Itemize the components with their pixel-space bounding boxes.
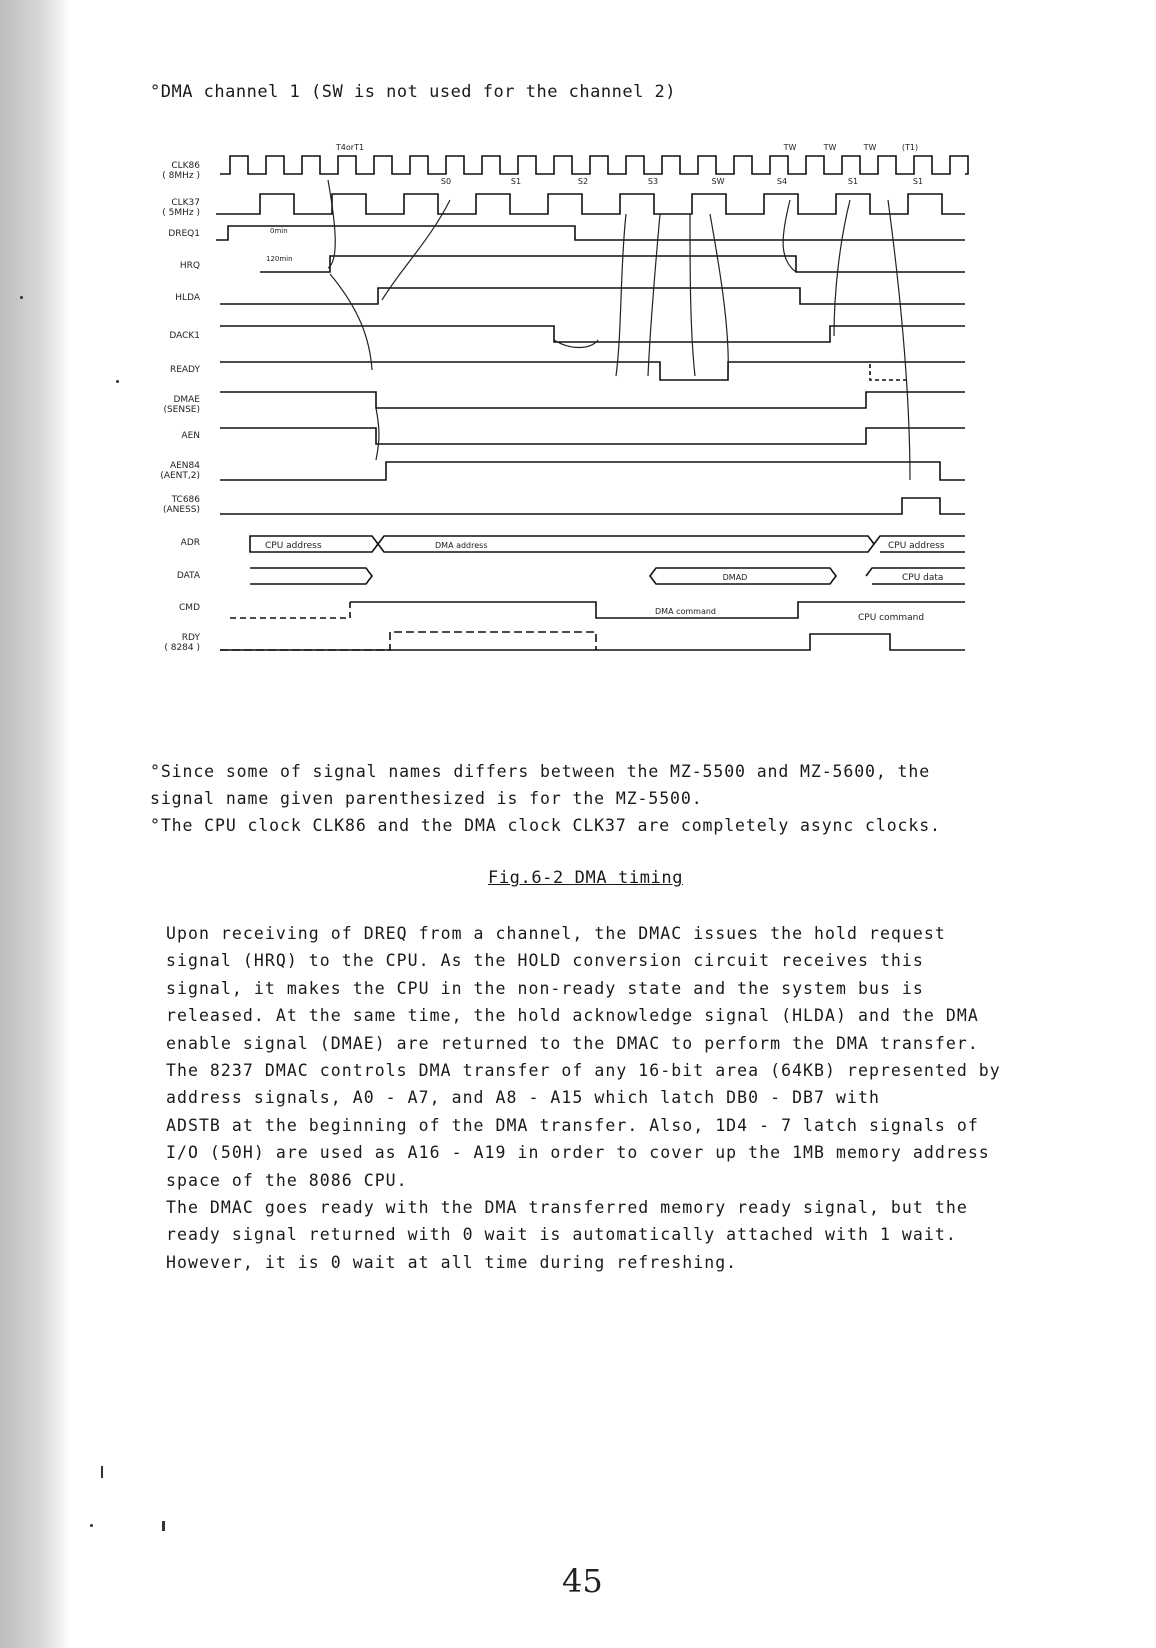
signal-sublabel-rdy: ( 8284 ) (164, 643, 200, 653)
wave-ready (220, 362, 965, 380)
scan-speck (90, 1524, 93, 1527)
signal-sublabel-clk86: ( 8MHz ) (162, 171, 200, 181)
state-label-top: TW (783, 143, 797, 152)
body-line: ready signal returned with 0 wait is automatically attached with 1 wait. (166, 1225, 957, 1245)
annotation-120min: 120min (266, 255, 293, 263)
scan-speck (101, 1466, 103, 1478)
signal-label-rdy: RDY (181, 633, 200, 643)
causal-arrow (328, 180, 335, 268)
state-label-top: TW (823, 143, 837, 152)
body-line: ADSTB at the beginning of the DMA transfer. Also, 1D4 - 7 latch signals of (166, 1115, 979, 1135)
causal-arrow (382, 200, 450, 300)
signal-label-aen84: AEN84 (169, 461, 200, 471)
figure-caption: Fig.6-2 DMA timing (488, 868, 684, 888)
state-label-dma: SW (711, 177, 725, 186)
signal-label-data: DATA (176, 571, 200, 581)
page-binding-shadow (0, 0, 70, 1648)
bus-data-cpu (250, 568, 372, 584)
body-line: The 8237 DMAC controls DMA transfer of any 16-bit area (64KB) represented by (166, 1061, 1001, 1081)
bus-label-cpu-data: CPU data (902, 573, 944, 583)
causal-arrow (330, 274, 372, 370)
wave-clk86 (220, 156, 968, 174)
bus-label-dma-address: DMA address (435, 541, 488, 550)
causal-arrow (648, 214, 660, 376)
causal-arrow (616, 214, 626, 376)
wave-dack1 (220, 326, 965, 342)
wave-ready-dashed (870, 364, 910, 380)
bus-label-cpu-address-end: CPU address (888, 541, 945, 551)
dma-timing-diagram (150, 140, 1020, 700)
signal-label-cmd: CMD (179, 603, 200, 613)
wave-aen84 (220, 462, 965, 480)
wave-dmae (220, 392, 965, 408)
note-line: °The CPU clock CLK86 and the DMA clock CLK37 are completely async clocks. (150, 816, 941, 835)
scan-speck (162, 1521, 165, 1531)
body-line: address signals, A0 - A7, and A8 - A15 which latch DB0 - DB7 with (166, 1088, 880, 1108)
body-line: The DMAC goes ready with the DMA transferred memory ready signal, but the (166, 1198, 968, 1218)
signal-label-adr: ADR (180, 538, 200, 548)
scan-speck (116, 380, 119, 383)
body-line: space of the 8086 CPU. (166, 1170, 408, 1190)
bus-label-cpu-address: CPU address (265, 541, 322, 551)
body-line: enable signal (DMAE) are returned to the DMAC to perform the DMA transfer. (166, 1033, 979, 1053)
wave-tc (220, 498, 965, 514)
wave-aen (220, 428, 965, 444)
signal-label-dack1: DACK1 (169, 331, 200, 341)
wave-hlda (220, 288, 965, 304)
body-line: signal (HRQ) to the CPU. As the HOLD conversion circuit receives this (166, 951, 924, 971)
state-label-dma: S0 (440, 177, 452, 186)
state-label-dma: S2 (577, 177, 589, 186)
wave-clk37 (216, 194, 965, 214)
body-line: However, it is 0 wait at all time during refreshing. (166, 1252, 738, 1272)
signal-label-ready: READY (169, 365, 200, 375)
causal-arrow (554, 340, 598, 348)
state-label-dma: S4 (776, 177, 788, 186)
signal-sublabel-tc: (ANESS) (162, 505, 200, 515)
wave-dreq1 (216, 226, 965, 240)
page-number: 45 (562, 1562, 603, 1600)
signal-label-clk37: CLK37 (171, 198, 200, 208)
signal-label-tc: TC686 (171, 495, 200, 505)
causal-arrow (783, 200, 796, 272)
causal-arrow (690, 214, 695, 376)
body-line: released. At the same time, the hold acknowledge signal (HLDA) and the DMA (166, 1006, 979, 1026)
note-line: °Since some of signal names differs between the MZ-5500 and MZ-5600, the (150, 762, 931, 781)
wave-hrq (260, 256, 965, 272)
annotation-min: 0min (270, 227, 288, 235)
signal-sublabel-dmae: (SENSE) (163, 405, 200, 415)
state-label-dma: S3 (647, 177, 659, 186)
state-label-top: TW (863, 143, 877, 152)
bus-label-cpu-command: CPU command (858, 613, 925, 623)
wave-rdy (220, 634, 965, 650)
scan-speck (20, 296, 23, 299)
bus-label-dmad: DMAD (722, 573, 748, 582)
signal-label-aen: AEN (181, 431, 200, 441)
bus-label-dma-command: DMA command (655, 607, 717, 616)
causal-arrow (834, 200, 850, 336)
state-label-top: (T1) (901, 143, 919, 152)
section-heading: °DMA channel 1 (SW is not used for the channel 2) (150, 82, 677, 102)
signal-label-dreq1: DREQ1 (168, 229, 200, 239)
body-paragraph (166, 920, 1066, 1276)
body-line: I/O (50H) are used as A16 - A19 in order to cover up the 1MB memory address (166, 1143, 990, 1163)
signal-label-hlda: HLDA (175, 293, 200, 303)
note-line: signal name given parenthesized is for the MZ-5500. (150, 789, 703, 808)
signal-label-hrq: HRQ (179, 261, 200, 271)
body-line: Upon receiving of DREQ from a channel, the DMAC issues the hold request (166, 924, 946, 943)
wave-rdy-dashed (220, 632, 596, 650)
state-label-dma: S1 (510, 177, 522, 186)
state-label-dma: S1 (912, 177, 924, 186)
signal-sublabel-aen84: (AENT,2) (160, 471, 200, 481)
signal-sublabel-clk37: ( 5MHz ) (162, 208, 200, 218)
signal-label-clk86: CLK86 (171, 161, 200, 171)
signal-label-dmae: DMAE (173, 395, 200, 405)
wave-cmd-dashed (230, 602, 350, 618)
body-line: signal, it makes the CPU in the non-ready state and the system bus is (166, 978, 924, 998)
causal-arrow (888, 200, 910, 480)
figure-notes (150, 758, 1030, 839)
state-label-dma: S1 (847, 177, 859, 186)
causal-arrow (710, 214, 728, 376)
state-label-top: T4orT1 (335, 143, 365, 152)
